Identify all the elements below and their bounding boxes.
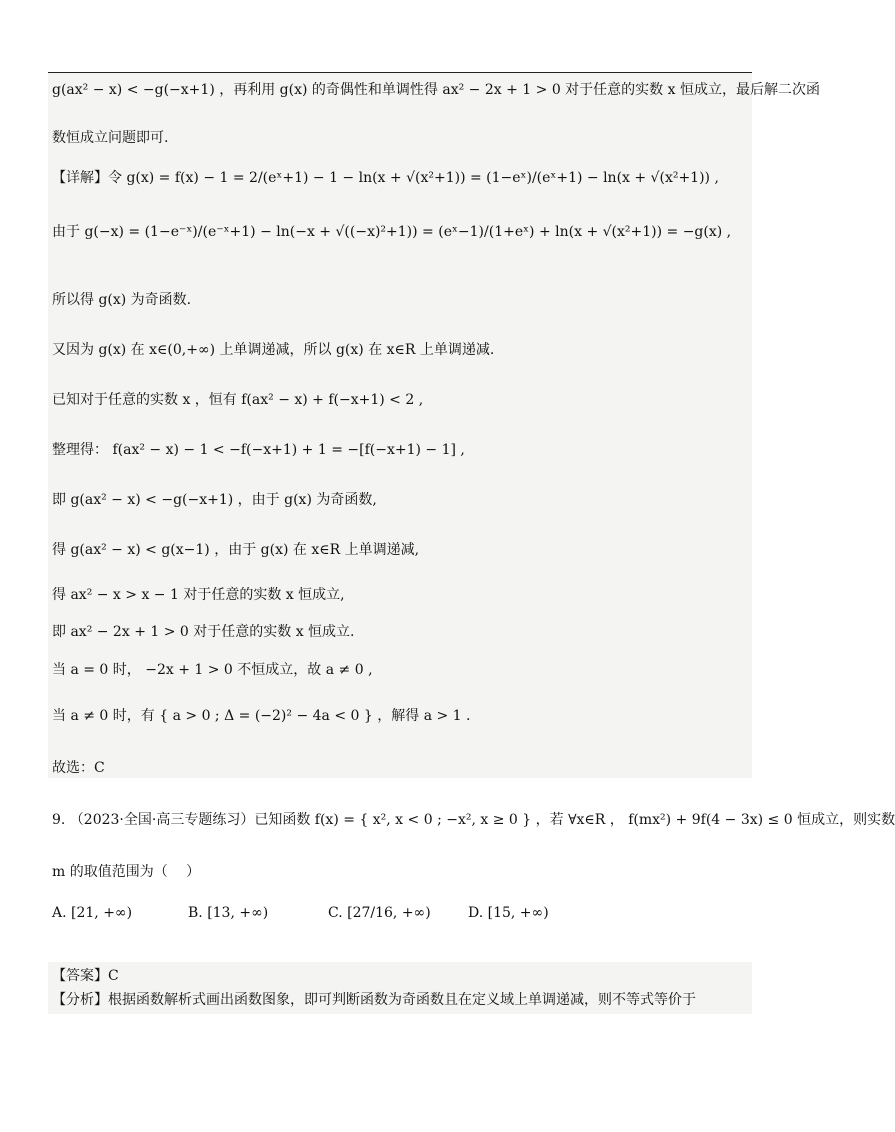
option-d: D. [15, +∞) bbox=[468, 905, 549, 921]
solution-line: 由于 g(−x) = (1−e⁻ˣ)/(e⁻ˣ+1) − ln(−x + √((−x)²+1)) = (eˣ−1)/(1+eˣ) + ln(x + √(x²+1)) = −g(x) , bbox=[52, 224, 732, 240]
question-stem-continued: m 的取值范围为（ ） bbox=[52, 864, 201, 880]
solution-line: 即 ax² − 2x + 1 > 0 对于任意的实数 x 恒成立. bbox=[52, 624, 355, 640]
solution-line: g(ax² − x) < −g(−x+1) ，再利用 g(x) 的奇偶性和单调性得 ax² − 2x + 1 > 0 对于任意的实数 x 恒成立，最后解二次函 bbox=[52, 82, 820, 98]
option-c: C. [27/16, +∞) bbox=[328, 905, 431, 921]
final-choice: 故选：C bbox=[52, 760, 105, 776]
solution-line: 得 ax² − x > x − 1 对于任意的实数 x 恒成立, bbox=[52, 587, 345, 603]
solution-line: 当 a = 0 时， −2x + 1 > 0 不恒成立，故 a ≠ 0 , bbox=[52, 662, 373, 678]
option-a: A. [21, +∞) bbox=[52, 905, 133, 921]
solution-line: 所以得 g(x) 为奇函数. bbox=[52, 292, 192, 308]
option-b: B. [13, +∞) bbox=[188, 905, 269, 921]
solution-line: 当 a ≠ 0 时，有 { a > 0 ; Δ = (−2)² − 4a < 0 } ，解得 a > 1 . bbox=[52, 708, 471, 724]
solution-line: 数恒成立问题即可. bbox=[52, 130, 169, 146]
solution-line: 【详解】令 g(x) = f(x) − 1 = 2/(eˣ+1) − 1 − ln(x + √(x²+1)) = (1−eˣ)/(eˣ+1) − ln(x + √(x²+1)) , bbox=[52, 170, 719, 186]
solution-line: 已知对于任意的实数 x ，恒有 f(ax² − x) + f(−x+1) < 2 , bbox=[52, 392, 424, 408]
solution-line: 又因为 g(x) 在 x∈(0,+∞) 上单调递减，所以 g(x) 在 x∈R 上单调递减. bbox=[52, 342, 495, 358]
answer-label: 【答案】C bbox=[52, 968, 119, 984]
question-stem: 9. （2023·全国·高三专题练习）已知函数 f(x) = { x², x < 0 ; −x², x ≥ 0 } ，若 ∀x∈R ， f(mx²) + 9f(4 − 3x) ≤ 0 恒成立，则实数 bbox=[52, 812, 895, 828]
solution-line: 整理得： f(ax² − x) − 1 < −f(−x+1) + 1 = −[f(−x+1) − 1] , bbox=[52, 442, 465, 458]
solution-line: 即 g(ax² − x) < −g(−x+1) ，由于 g(x) 为奇函数, bbox=[52, 492, 377, 508]
analysis-text: 【分析】根据函数解析式画出函数图象，即可判断函数为奇函数且在定义域上单调递减，则不等式等价于 bbox=[52, 992, 696, 1008]
answer-options bbox=[48, 905, 752, 935]
solution-line: 得 g(ax² − x) < g(x−1) ，由于 g(x) 在 x∈R 上单调递减, bbox=[52, 542, 420, 558]
